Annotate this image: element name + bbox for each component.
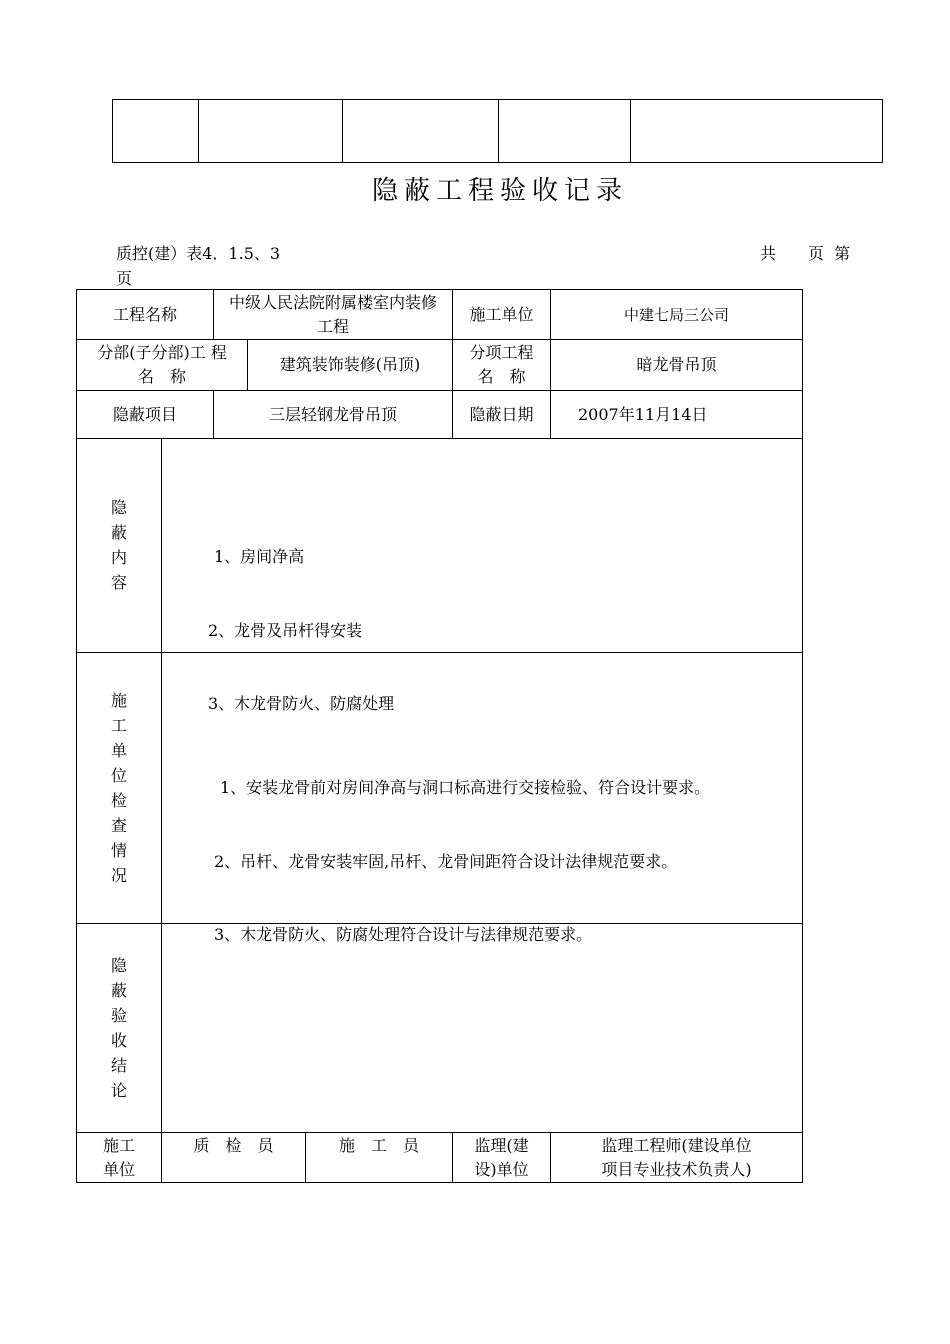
list-item: 1、房间净高 — [214, 547, 305, 566]
hidden-content-label — [77, 495, 161, 595]
label-char: 蔽 — [110, 981, 127, 1000]
hidden-content-list — [208, 496, 768, 741]
project-name-label: 工程名称 — [112, 304, 177, 324]
contractor-value: 中建七局三公司 — [623, 305, 729, 324]
label-char: 工 — [110, 716, 127, 735]
label-char: 情 — [110, 841, 127, 860]
hidden-item-label: 隐蔽项目 — [112, 404, 177, 424]
form-code: 质控(建）表4．1.5、3 — [116, 244, 281, 263]
project-name-value: 中级人民法院附属楼室内装修工程 — [228, 292, 437, 336]
label-char: 内 — [110, 548, 127, 567]
inspection-list — [214, 727, 796, 972]
subitem-value: 暗龙骨吊顶 — [636, 355, 717, 374]
label-char: 检 — [110, 791, 127, 810]
page-title: 隐蔽工程验收记录 — [371, 176, 628, 206]
sign-supervision-unit: 监理(建 设)单位 — [474, 1135, 529, 1179]
contractor-label: 施工单位 — [469, 304, 534, 324]
label-char: 隐 — [110, 498, 127, 517]
label-char: 收 — [110, 1031, 127, 1050]
label-char: 况 — [110, 866, 127, 885]
hidden-date-label: 隐蔽日期 — [469, 404, 534, 424]
label-char: 隐 — [110, 956, 127, 975]
conclusion-label — [77, 953, 161, 1103]
list-item: 2、龙骨及吊杆得安装 — [208, 620, 363, 640]
label-char: 验 — [110, 1006, 127, 1025]
label-char: 容 — [110, 573, 127, 592]
label-char: 结 — [110, 1056, 127, 1075]
label-char: 施 — [110, 691, 127, 710]
label-char: 蔽 — [110, 523, 127, 542]
sign-supervision-engineer: 监理工程师(建设单位 项目专业技术负责人) — [601, 1135, 752, 1179]
list-item: 3、木龙骨防火、防腐处理 — [208, 694, 395, 713]
label-char: 论 — [110, 1081, 127, 1100]
sign-contractor-unit: 施工 单位 — [102, 1135, 135, 1179]
list-item: 3、木龙骨防火、防腐处理符合设计与法律规范要求。 — [214, 925, 593, 944]
sign-constructor: 施 工 员 — [338, 1136, 419, 1155]
page-count-wrap: 页 — [116, 269, 133, 288]
label-char: 查 — [110, 816, 127, 835]
list-item: 1、安装龙骨前对房间净高与洞口标高进行交接检验、符合设计要求。 — [220, 778, 711, 797]
division-value: 建筑装饰装修(吊顶) — [279, 355, 421, 374]
label-char: 位 — [110, 766, 127, 785]
label-char: 单 — [110, 741, 127, 760]
hidden-date-value: 2007年11月14日 — [578, 404, 708, 424]
division-label: 分部(子分部)工 程 名 称 — [97, 343, 227, 386]
inspection-label — [77, 688, 161, 888]
page-count-label: 共 页 第 — [760, 244, 851, 263]
subitem-label: 分项工程 名 称 — [469, 343, 534, 386]
hidden-item-value: 三层轻钢龙骨吊顶 — [268, 404, 397, 424]
list-item: 2、吊杆、龙骨安装牢固,吊杆、龙骨间距符合设计法律规范要求。 — [214, 851, 678, 871]
sign-quality-inspector: 质 检 员 — [193, 1136, 274, 1155]
